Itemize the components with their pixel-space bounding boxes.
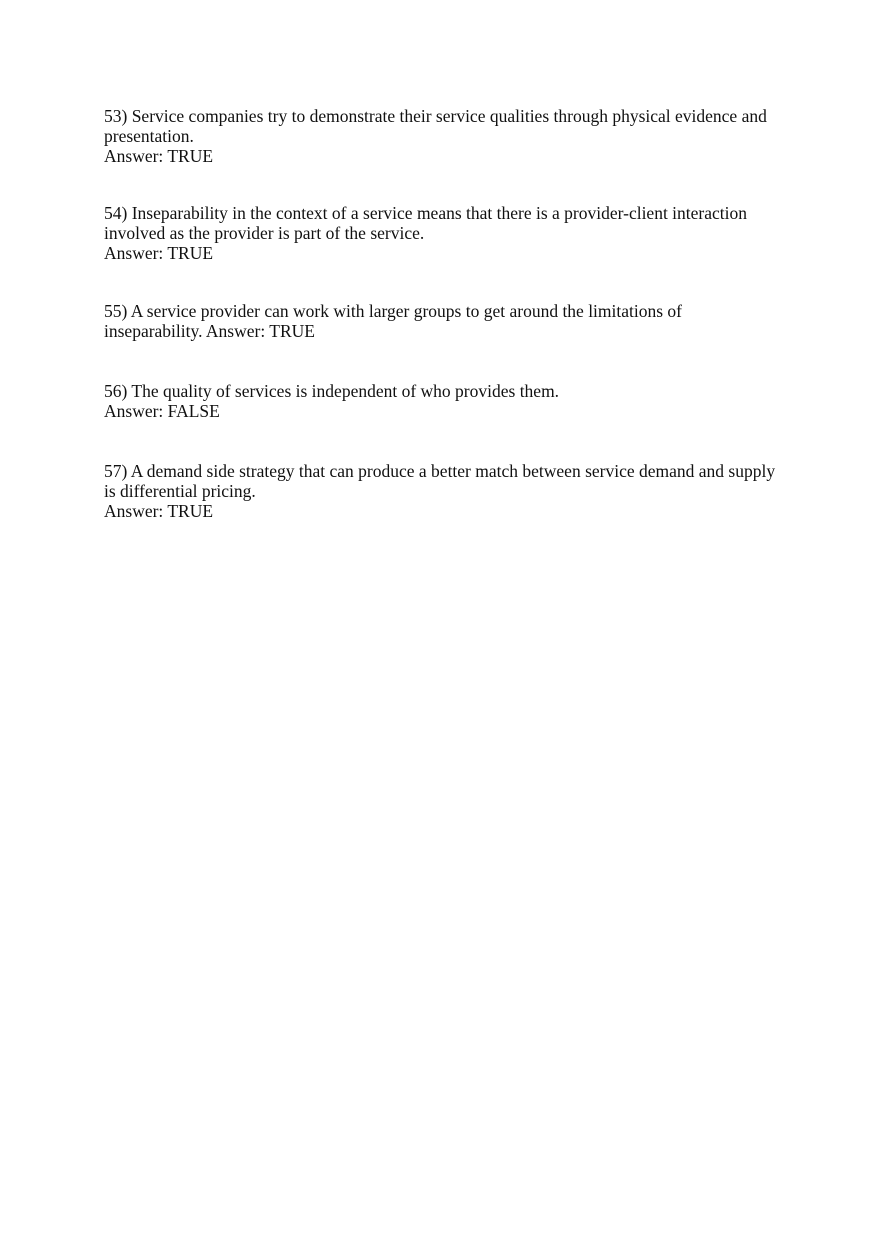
question-57: [104, 461, 784, 521]
question-text-line-with-answer: [104, 321, 784, 341]
question-text-line: involved as the provider is part of the service.: [104, 223, 425, 243]
question-text-line: 54) Inseparability in the context of a service means that there is a provider-client interaction: [104, 203, 748, 223]
answer-text: Answer: TRUE: [104, 501, 214, 521]
question-text-line: is differential pricing.: [104, 481, 256, 501]
question-text-fragment: inseparability.: [104, 321, 203, 341]
question-text-line: 55) A service provider can work with larger groups to get around the limitations of: [104, 301, 683, 321]
question-53: [104, 106, 784, 166]
question-text-line: presentation.: [104, 126, 194, 146]
answer-text: Answer: TRUE: [104, 243, 214, 263]
answer-text: Answer: TRUE: [104, 146, 214, 166]
question-55: [104, 301, 784, 341]
question-text-line: 53) Service companies try to demonstrate their service qualities through physical evidence and: [104, 106, 767, 126]
answer-text: Answer: TRUE: [205, 321, 315, 341]
question-text-line: 57) A demand side strategy that can produce a better match between service demand and supply: [104, 461, 776, 481]
question-56: [104, 381, 784, 421]
answer-text: Answer: FALSE: [104, 401, 220, 421]
question-54: [104, 203, 784, 263]
question-text-line: 56) The quality of services is independent of who provides them.: [104, 381, 560, 401]
